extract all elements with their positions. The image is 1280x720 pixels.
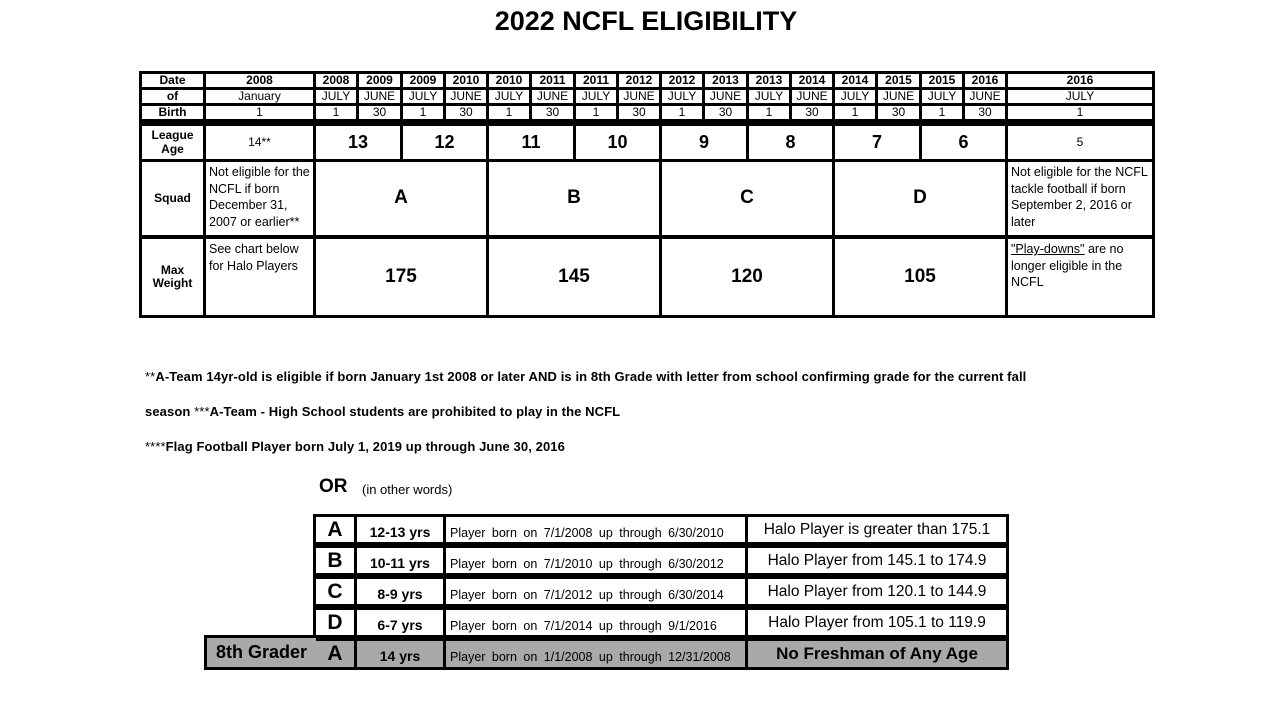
month-cell: JUNE <box>446 90 486 103</box>
summary-born-range: Player born on 7/1/2010 up through 6/30/2012 <box>446 548 745 573</box>
day-cell: 30 <box>878 106 919 119</box>
max-weight-cell: 175 <box>316 239 486 315</box>
summary-ages: 6-7 yrs <box>357 610 443 635</box>
squad-cell: A <box>316 162 486 235</box>
year-cell: 2009 <box>403 74 443 87</box>
day-cell: 1 <box>922 106 962 119</box>
league-age-cell: 10 <box>576 126 659 159</box>
footnote-marker: *** <box>194 404 210 419</box>
row-label-squad: Squad <box>142 162 203 235</box>
year-cell: 2014 <box>792 74 832 87</box>
summary-ages: 14 yrs <box>357 641 443 667</box>
first-col-month: January <box>206 90 313 103</box>
or-subtitle: (in other words) <box>362 482 453 497</box>
summary-ages: 8-9 yrs <box>357 579 443 604</box>
summary-squad: A <box>316 517 354 542</box>
last-col-year: 2016 <box>1008 74 1152 87</box>
last-col-month: JULY <box>1008 90 1152 103</box>
summary-ages: 10-11 yrs <box>357 548 443 573</box>
day-cell: 30 <box>705 106 746 119</box>
summary-ages: 12-13 yrs <box>357 517 443 542</box>
league-age-cell: 8 <box>749 126 832 159</box>
summary-squad: A <box>316 641 354 667</box>
day-cell: 1 <box>576 106 616 119</box>
summary-squad: D <box>316 610 354 635</box>
league-age-cell: 6 <box>922 126 1005 159</box>
footnote-line-3 <box>145 439 565 454</box>
summary-born-range: Player born on 7/1/2008 up through 6/30/2010 <box>446 517 745 542</box>
summary-squad: C <box>316 579 354 604</box>
month-cell: JUNE <box>532 90 573 103</box>
first-col-weight-note: See chart below for Halo Players <box>206 239 313 315</box>
year-cell: 2010 <box>489 74 529 87</box>
summary-born-range: Player born on 7/1/2014 up through 9/1/2016 <box>446 610 745 635</box>
month-cell: JULY <box>662 90 702 103</box>
summary-row <box>313 576 1009 607</box>
summary-halo-note: Halo Player from 145.1 to 174.9 <box>748 548 1006 573</box>
max-weight-cell: 105 <box>835 239 1005 315</box>
month-cell: JUNE <box>792 90 832 103</box>
footnote-marker: ** <box>145 369 156 384</box>
year-cell: 2010 <box>446 74 486 87</box>
row-label-league-age: League Age <box>142 126 203 159</box>
last-col-day: 1 <box>1008 106 1152 119</box>
squad-cell: B <box>489 162 659 235</box>
month-cell: JULY <box>835 90 875 103</box>
month-cell: JULY <box>403 90 443 103</box>
max-weight-cell: 120 <box>662 239 832 315</box>
league-age-cell: 13 <box>316 126 400 159</box>
summary-row <box>313 638 1009 670</box>
footnote-marker: **** <box>145 439 166 454</box>
max-weight-cell: 145 <box>489 239 659 315</box>
month-cell: JULY <box>489 90 529 103</box>
month-cell: JUNE <box>878 90 919 103</box>
summary-row <box>313 514 1009 545</box>
month-cell: JUNE <box>619 90 659 103</box>
year-cell: 2015 <box>922 74 962 87</box>
eighth-grader-label <box>204 635 316 670</box>
year-cell: 2012 <box>619 74 659 87</box>
day-cell: 30 <box>965 106 1005 119</box>
last-col-weight-note <box>1008 239 1152 315</box>
league-age-cell: 11 <box>489 126 573 159</box>
first-col-league-age: 14** <box>206 126 313 159</box>
day-cell: 30 <box>619 106 659 119</box>
row-label-of: of <box>142 90 203 103</box>
year-cell: 2014 <box>835 74 875 87</box>
summary-row <box>313 607 1009 638</box>
footnote-text: A-Team 14yr-old is eligible if born January 1st 2008 or later AND is in 8th Grade with letter from school confirming grade for the current fall <box>155 369 1027 384</box>
summary-table <box>313 514 1009 670</box>
summary-halo-note: No Freshman of Any Age <box>748 641 1006 667</box>
day-cell: 1 <box>749 106 789 119</box>
league-age-cell: 12 <box>403 126 486 159</box>
last-col-league-age: 5 <box>1008 126 1152 159</box>
summary-born-range: Player born on 7/1/2012 up through 6/30/2014 <box>446 579 745 604</box>
footnote-line-1 <box>145 369 1026 384</box>
last-col-squad-note: Not eligible for the NCFL tackle football if born September 2, 2016 or later <box>1008 162 1152 235</box>
summary-halo-note: Halo Player from 105.1 to 119.9 <box>748 610 1006 635</box>
month-cell: JULY <box>922 90 962 103</box>
day-cell: 1 <box>489 106 529 119</box>
summary-halo-note: Halo Player from 120.1 to 144.9 <box>748 579 1006 604</box>
month-cell: JULY <box>749 90 789 103</box>
league-age-cell: 9 <box>662 126 746 159</box>
first-col-year: 2008 <box>206 74 313 87</box>
first-col-squad-note: Not eligible for the NCFL if born December 31, 2007 or earlier** <box>206 162 313 235</box>
footnote-text: Flag Football Player born July 1, 2019 up through June 30, 2016 <box>165 439 565 454</box>
day-cell: 30 <box>446 106 486 119</box>
page-title: 2022 NCFL ELIGIBILITY <box>494 6 798 36</box>
day-cell: 30 <box>792 106 832 119</box>
month-cell: JULY <box>576 90 616 103</box>
footnote-line-2 <box>145 404 620 419</box>
summary-row <box>313 545 1009 576</box>
year-cell: 2013 <box>705 74 746 87</box>
summary-halo-note: Halo Player is greater than 175.1 <box>748 517 1006 542</box>
play-downs-text: "Play-downs" <box>1011 242 1085 256</box>
year-cell: 2009 <box>359 74 400 87</box>
year-cell: 2011 <box>532 74 573 87</box>
summary-born-range: Player born on 1/1/2008 up through 12/31/2008 <box>446 641 745 667</box>
year-cell: 2012 <box>662 74 702 87</box>
summary-squad: B <box>316 548 354 573</box>
row-label-date: Date <box>142 74 203 87</box>
year-cell: 2015 <box>878 74 919 87</box>
day-cell: 30 <box>532 106 573 119</box>
footnote-text: A-Team - High School students are prohibited to play in the NCFL <box>209 404 621 419</box>
eligibility-grid <box>139 71 1155 318</box>
month-cell: JUNE <box>359 90 400 103</box>
squad-cell: D <box>835 162 1005 235</box>
footnote-text: season <box>145 404 195 419</box>
first-col-day: 1 <box>206 106 313 119</box>
day-cell: 1 <box>403 106 443 119</box>
row-label-birth: Birth <box>142 106 203 119</box>
day-cell: 1 <box>835 106 875 119</box>
or-label: OR <box>319 476 348 497</box>
day-cell: 1 <box>316 106 356 119</box>
year-cell: 2013 <box>749 74 789 87</box>
league-age-cell: 7 <box>835 126 919 159</box>
year-cell: 2008 <box>316 74 356 87</box>
day-cell: 1 <box>662 106 702 119</box>
row-label-max-weight: Max Weight <box>142 239 203 315</box>
year-cell: 2016 <box>965 74 1005 87</box>
month-cell: JUNE <box>965 90 1005 103</box>
month-cell: JULY <box>316 90 356 103</box>
squad-cell: C <box>662 162 832 235</box>
weight-note-rest: are no longer eligible in the NCFL <box>1011 242 1124 289</box>
year-cell: 2011 <box>576 74 616 87</box>
day-cell: 30 <box>359 106 400 119</box>
eighth-grader-text: 8th Grader <box>207 638 316 667</box>
month-cell: JUNE <box>705 90 746 103</box>
